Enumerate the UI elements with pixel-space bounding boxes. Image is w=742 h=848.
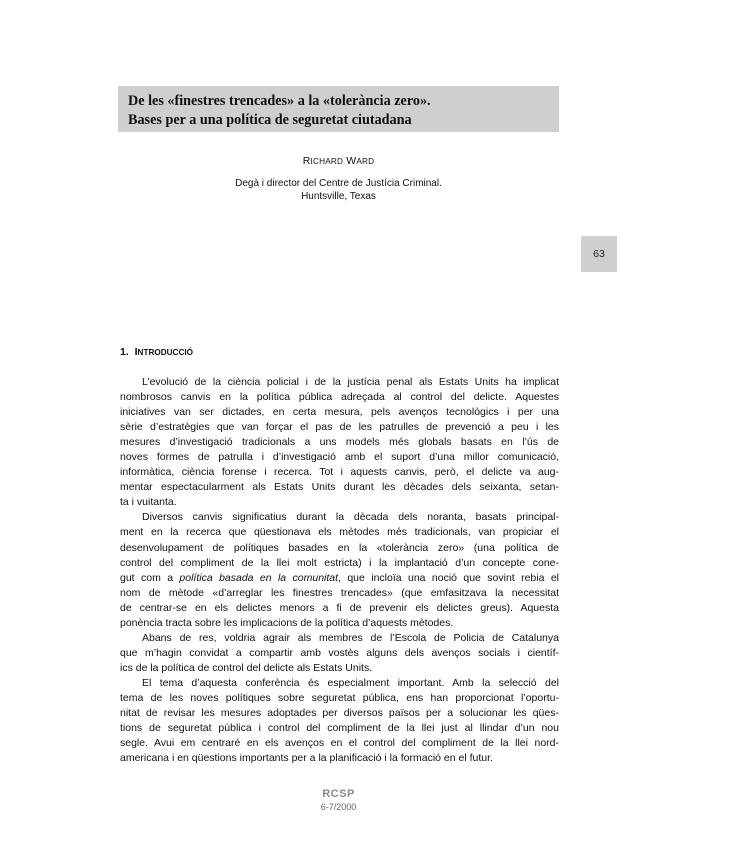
- text-line: El tema d’aquesta conferència és especialment important. Amb la selecció del: [142, 676, 559, 689]
- author-name: [118, 155, 559, 167]
- text-fragment: gut com a: [120, 571, 180, 584]
- text-line: ics de la política de control del delicte als Estats Units.: [120, 661, 373, 674]
- author-affiliation: [118, 177, 559, 203]
- text-line: ment en la recerca que qüestionava els mètodes més tradicionals, van propiciar el: [120, 526, 559, 539]
- text-line: que m’hagin convidat a compartir amb vostès alguns dels avenços socials i científ-: [120, 646, 559, 659]
- text-line: mentar espectacularment als Estats Units durant les dècades dels seixanta, setan-: [120, 481, 559, 494]
- text-line: nom de mètode «d’arreglar les finestres trencades» (que emfasitzava la necessitat: [120, 586, 559, 599]
- section-heading: [120, 346, 193, 358]
- italic-term: política basada en la comunitat: [179, 571, 339, 584]
- affiliation-line-1: Degà i director del Centre de Justícia Criminal.: [235, 178, 442, 189]
- text-line: iniciatives van ser dictades, en certa mesura, pels avenços tecnològics i per una: [120, 406, 559, 419]
- text-line: de centrar-se en els delictes menors a fi de prevenir els delictes greus). Aquesta: [120, 601, 559, 614]
- author-initial-2: W: [346, 155, 357, 167]
- article-title-line-2: Bases per a una política de seguretat ciutadana: [128, 112, 412, 128]
- author-rest-2: ARD: [356, 157, 375, 166]
- text-line: informàtica, ciència forense i recerca. Tot i aquests canvis, però, el delicte va aug-: [120, 466, 559, 479]
- page-number-tab: [581, 236, 617, 272]
- page-number: 63: [593, 248, 605, 260]
- article-title-box: [118, 86, 559, 132]
- section-number: 1.: [120, 346, 129, 358]
- author-rest-1: ICHARD: [310, 157, 344, 166]
- text-line: ponència tracta sobre les implicacions de la política d’aquests mètodes.: [120, 616, 454, 629]
- article-title-line-1: De les «finestres trencades» a la «tolerància zero».: [128, 93, 431, 109]
- text-line: segle. Avui em centraré en els avenços en el control del compliment de la llei nord-: [120, 737, 559, 750]
- text-line: Abans de res, voldria agrair als membres de l’Escola de Policia de Catalunya: [142, 631, 559, 644]
- text-line: ta i vuitanta.: [120, 496, 177, 509]
- text-line: noves formes de patrulla i d’investigació amb el suport d’una millor comunicació,: [120, 451, 559, 464]
- paragraph-3: [120, 631, 559, 676]
- text-line: desenvolupament de polítiques basades en la «tolerància zero» (una política de: [120, 541, 559, 554]
- text-line: control del compliment de la llei molt estricta) i la implantació d’un concepte cone-: [120, 556, 559, 569]
- text-line: tema de les noves polítiques sobre seguretat pública, ens han proporcionat l’oportu-: [120, 691, 559, 704]
- text-line: nombrosos canvis en la política pública adreçada al control del delicte. Aquestes: [120, 391, 559, 404]
- text-line: tions de seguretat pública i control del compliment de la llei just al llindar d’un nou: [120, 722, 559, 735]
- paragraph-4: [120, 676, 559, 766]
- section-initial: I: [134, 346, 138, 358]
- journal-issue-date: 6-7/2000: [320, 802, 357, 812]
- journal-logo: RCSP: [322, 788, 355, 800]
- author-initial-1: R: [302, 155, 311, 167]
- text-line: L’evolució de la ciència policial i de la justícia penal als Estats Units ha implicat: [142, 376, 559, 388]
- section-rest: NTRODUCCIÓ: [137, 348, 194, 357]
- text-line: nitat de revisar les mesures adoptades per diversos països per a solucionar les qües-: [120, 707, 559, 720]
- text-fragment: , que incloïa una noció que sovint rebia el: [338, 571, 559, 584]
- text-line: sèrie d’estratègies que van forçar el pas de les patrulles de prevenció a peu i les: [120, 421, 559, 434]
- text-line: Diversos canvis significatius durant la dècada dels noranta, basats principal-: [142, 511, 559, 524]
- text-line-with-italic: [120, 571, 559, 586]
- affiliation-line-2: Huntsville, Texas: [301, 191, 376, 202]
- body-text: [120, 375, 559, 766]
- text-line: americana i en qüestions importants per a la planificació i la formació en el futur.: [120, 752, 493, 765]
- text-line: mesures d’investigació tradicionals a uns models més globals basats en l’ús de: [120, 436, 559, 449]
- paragraph-2: [120, 510, 559, 630]
- paragraph-1: [120, 375, 559, 510]
